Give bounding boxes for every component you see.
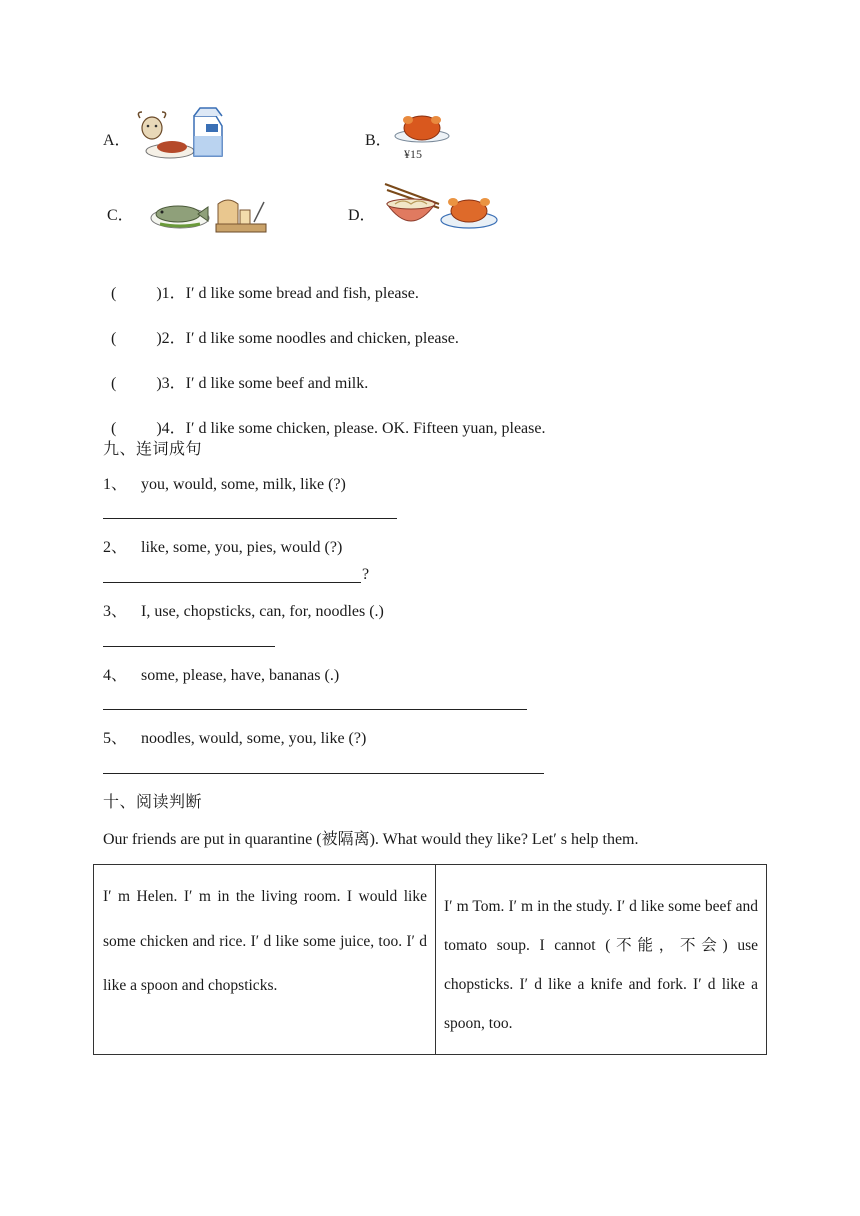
question-words: noodles, would, some, you, like (?) bbox=[141, 730, 367, 747]
question-words: like, some, you, pies, would (?) bbox=[141, 539, 343, 556]
answer-end-mark: ? bbox=[362, 566, 370, 583]
question-number: 4、 bbox=[103, 667, 128, 684]
question-words: I, use, chopsticks, can, for, noodles (.) bbox=[141, 603, 384, 620]
answer-blank[interactable]: ( ) bbox=[111, 330, 162, 347]
option-b-label: B． bbox=[365, 132, 392, 149]
question-number: 1、 bbox=[103, 476, 128, 493]
answer-blank[interactable]: ( ) bbox=[111, 285, 162, 302]
reading-intro: Our friends are put in quarantine (被隔离). What would they like? Let′ s help them. bbox=[103, 831, 639, 848]
question-2 bbox=[103, 534, 342, 557]
item-text: 4．I′ d like some chicken, please. OK. Fifteen yuan, please. bbox=[161, 420, 546, 437]
price-label: ¥15 bbox=[404, 147, 422, 161]
item-text: 3．I′ d like some beef and milk. bbox=[161, 375, 369, 392]
roast-chicken-icon bbox=[392, 108, 452, 162]
matching-item-4 bbox=[103, 397, 546, 438]
tom-passage: I′ m Tom. I′ m in the study. I′ d like some beef and tomato soup. I cannot (不能，不会) use chopsticks. I′ d like a knife and fork. I′ d like a spoon, too. bbox=[436, 865, 767, 1055]
reading-table bbox=[93, 864, 767, 1055]
question-4 bbox=[103, 662, 339, 685]
option-d-label: D． bbox=[348, 207, 376, 224]
option-a-label: A． bbox=[103, 132, 131, 149]
question-3 bbox=[103, 598, 384, 621]
noodles-and-chicken-icon bbox=[383, 180, 499, 234]
option-c-label: C． bbox=[107, 207, 134, 224]
question-number: 3、 bbox=[103, 603, 128, 620]
fish-and-bread-icon bbox=[150, 192, 268, 234]
matching-item-3 bbox=[103, 352, 368, 393]
answer-line-3[interactable] bbox=[103, 646, 275, 647]
answer-line-1[interactable] bbox=[103, 518, 397, 519]
matching-item-2 bbox=[103, 307, 459, 348]
matching-item-1 bbox=[103, 262, 419, 303]
answer-blank[interactable]: ( ) bbox=[111, 420, 162, 437]
helen-passage: I′ m Helen. I′ m in the living room. I would like some chicken and rice. I′ d like some juice, too. I′ d like a spoon and chopsticks. bbox=[94, 865, 436, 1055]
question-words: you, would, some, milk, like (?) bbox=[141, 476, 346, 493]
answer-line-4[interactable] bbox=[103, 709, 527, 710]
question-number: 5、 bbox=[103, 730, 128, 747]
question-1 bbox=[103, 471, 346, 494]
answer-line-2[interactable] bbox=[103, 582, 361, 583]
section-10-heading: 十、阅读判断 bbox=[103, 792, 203, 811]
item-text: 1．I′ d like some bread and fish, please. bbox=[161, 285, 419, 302]
answer-line-5[interactable] bbox=[103, 773, 544, 774]
question-number: 2、 bbox=[103, 539, 128, 556]
question-5 bbox=[103, 725, 366, 748]
section-9-heading: 九、连词成句 bbox=[103, 439, 203, 458]
question-words: some, please, have, bananas (.) bbox=[141, 667, 340, 684]
item-text: 2．I′ d like some noodles and chicken, please. bbox=[161, 330, 459, 347]
beef-and-milk-icon bbox=[134, 106, 226, 162]
answer-blank[interactable]: ( ) bbox=[111, 375, 162, 392]
